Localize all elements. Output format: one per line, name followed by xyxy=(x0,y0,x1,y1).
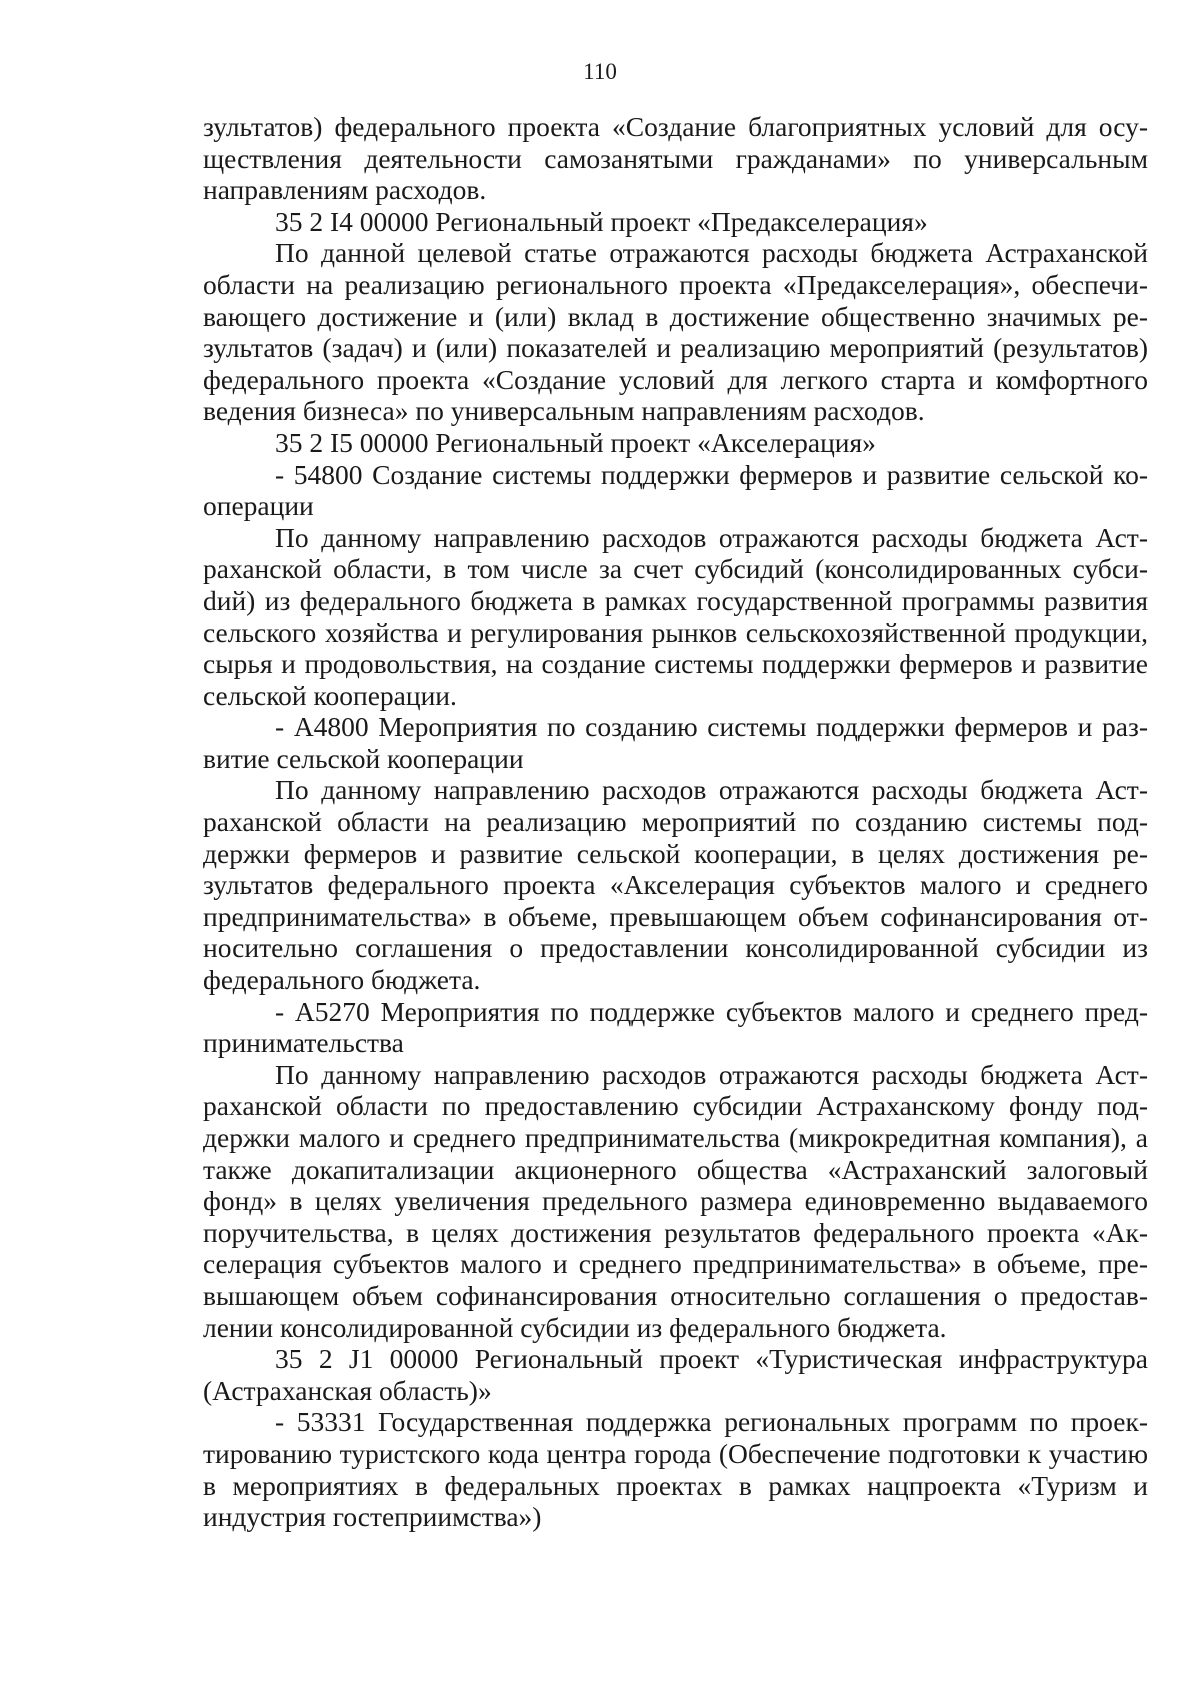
expense-item-53331: - 53331 Государственная поддержка региональных программ по проектированию туристского кода центра города (Обеспечение подготовки к участию в мероприятиях в федеральных проектах в рамках нацпроекта «Туризм и индустрия гостеприимства») xyxy=(203,1406,1148,1533)
expense-item-a4800: - А4800 Мероприятия по созданию системы поддержки фермеров и развитие сельской кооперации xyxy=(203,711,1148,774)
page-number: 110 xyxy=(583,59,617,84)
expense-item-54800: - 54800 Создание системы поддержки фермеров и развитие сельской кооперации xyxy=(203,458,1148,522)
paragraph: По данному направлению расходов отражаются расходы бюджета Астраханской области, в том числе за счет субсидий (консолидированных субсиdий) из федерального бюджета в рамках государственной программы развития сельского хозяйства и регулирования рынков сельскохозяйственной продукции, сырья и продовольствия, на создание системы поддержки фермеров и развитие сельской кооперации. xyxy=(203,521,1148,711)
paragraph: По данному направлению расходов отражаются расходы бюджета Астраханской области по предоставлению субсидии Астраханскому фонду поддержки малого и среднего предпринимательства (микрокредитная компания), а также докапитализации акционерного общества «Астраханский залоговый фонд» в целях увеличения предельного размера единовременно выдаваемого поручительства, в целях достижения результатов федерального проекта «Акселерация субъектов малого и среднего предпринимательства» в объеме, превышающем объем софинансирования относительно соглашения о предоставлении консолидированной субсидии из федерального бюджета. xyxy=(203,1058,1148,1343)
document-body xyxy=(203,111,1148,1533)
expense-item-a5270: - А5270 Мероприятия по поддержке субъектов малого и среднего предпринимательства xyxy=(203,995,1148,1059)
heading-target-article-j1: 35 2 J1 00000 Региональный проект «Туристическая инфраструктура (Астраханская область)» xyxy=(203,1343,1148,1406)
heading-target-article-i4: 35 2 I4 00000 Региональный проект «Предакселерация» xyxy=(275,205,928,237)
paragraph-continuation: зультатов) федерального проекта «Создание благоприятных условий для осуществления деятельности самозанятыми гражданами» по универсальным направлениям расходов. xyxy=(203,111,1148,206)
paragraph: По данной целевой статье отражаются расходы бюджета Астраханской области на реализацию регионального проекта «Предакселерация», обеспечивающего достижение и (или) вклад в достижение общественно значимых результатов (задач) и (или) показателей и реализацию мероприятий (результатов) федерального проекта «Создание условий для легкого старта и комфортного ведения бизнеса» по универсальным направлениям расходов. xyxy=(203,237,1148,427)
heading-target-article-i5: 35 2 I5 00000 Региональный проект «Акселерация» xyxy=(275,426,876,458)
paragraph: По данному направлению расходов отражаются расходы бюджета Астраханской области на реализацию мероприятий по созданию системы поддержки фермеров и развитие сельской кооперации, в целях достижения результатов федерального проекта «Акселерация субъектов малого и среднего предпринимательства» в объеме, превышающем объем софинансирования относительно соглашения о предоставлении консолидированной субсидии из федерального бюджета. xyxy=(203,774,1148,996)
